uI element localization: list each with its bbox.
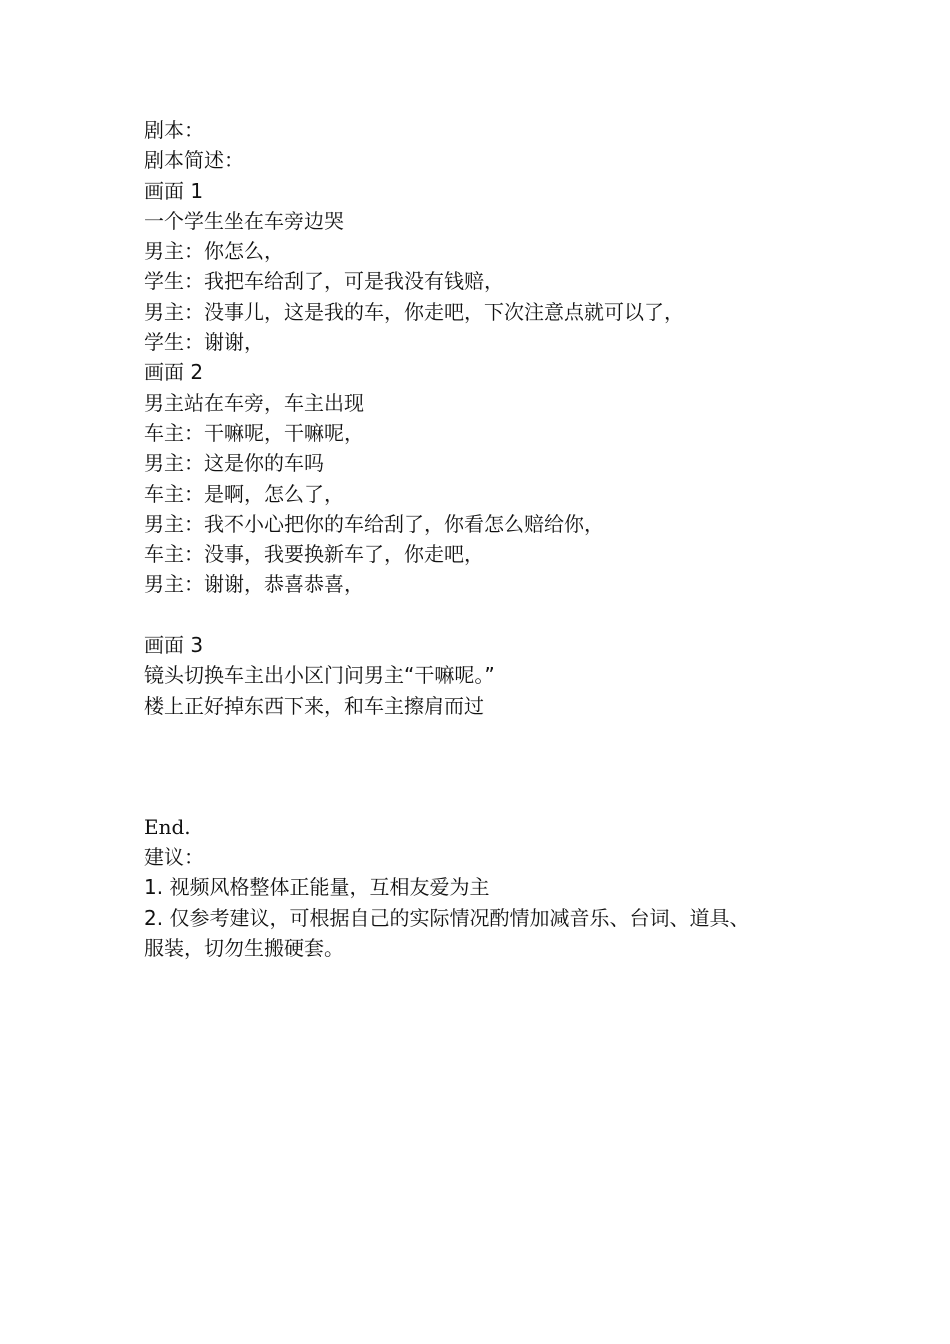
advice-item: 2. 仅参考建议，可根据自己的实际情况酌情加减音乐、台词、道具、服装，切勿生搬硬套。: [144, 905, 750, 961]
scene-3-line: 楼上正好掉东西下来，和车主擦肩而过: [144, 693, 484, 718]
summary-heading: 剧本简述：: [144, 148, 244, 173]
script-heading: 剧本：: [144, 118, 204, 142]
scene-1-line: 男主：没事儿，这是我的车，你走吧，下次注意点就可以了，: [144, 299, 684, 324]
end-text: End.: [144, 814, 191, 839]
scene-2-line: 车主：没事，我要换新车了，你走吧，: [144, 542, 484, 567]
blank-line: [144, 600, 764, 630]
scene-2-line: 车主：是啊，怎么了，: [144, 481, 344, 506]
scene-1-line: 一个学生坐在车旁边哭: [144, 208, 344, 233]
document-body: [144, 115, 764, 963]
blank-line: [144, 751, 764, 781]
scene-3-line: 镜头切换车主出小区门问男主“干嘛呢。”: [144, 663, 495, 688]
blank-line: [144, 782, 764, 812]
advice-item: 1. 视频风格整体正能量，互相友爱为主: [144, 875, 490, 900]
scene-1-line: 学生：我把车给刮了，可是我没有钱赔，: [144, 269, 504, 294]
scene-1-line: 学生：谢谢，: [144, 330, 264, 355]
scene-2-line: 男主：这是你的车吗: [144, 451, 324, 476]
scene-2-title: 画面 2: [144, 360, 204, 385]
scene-2-line: 男主站在车旁，车主出现: [144, 390, 364, 415]
scene-2-line: 男主：我不小心把你的车给刮了，你看怎么赔给你，: [144, 511, 604, 536]
blank-line: [144, 721, 764, 751]
scene-2-line: 男主：谢谢，恭喜恭喜，: [144, 572, 364, 597]
scene-2-line: 车主：干嘛呢，干嘛呢，: [144, 420, 364, 445]
scene-3-title: 画面 3: [144, 633, 204, 658]
advice-heading: 建议：: [144, 845, 204, 870]
scene-1-line: 男主：你怎么，: [144, 239, 284, 264]
scene-1-title: 画面 1: [144, 178, 204, 203]
